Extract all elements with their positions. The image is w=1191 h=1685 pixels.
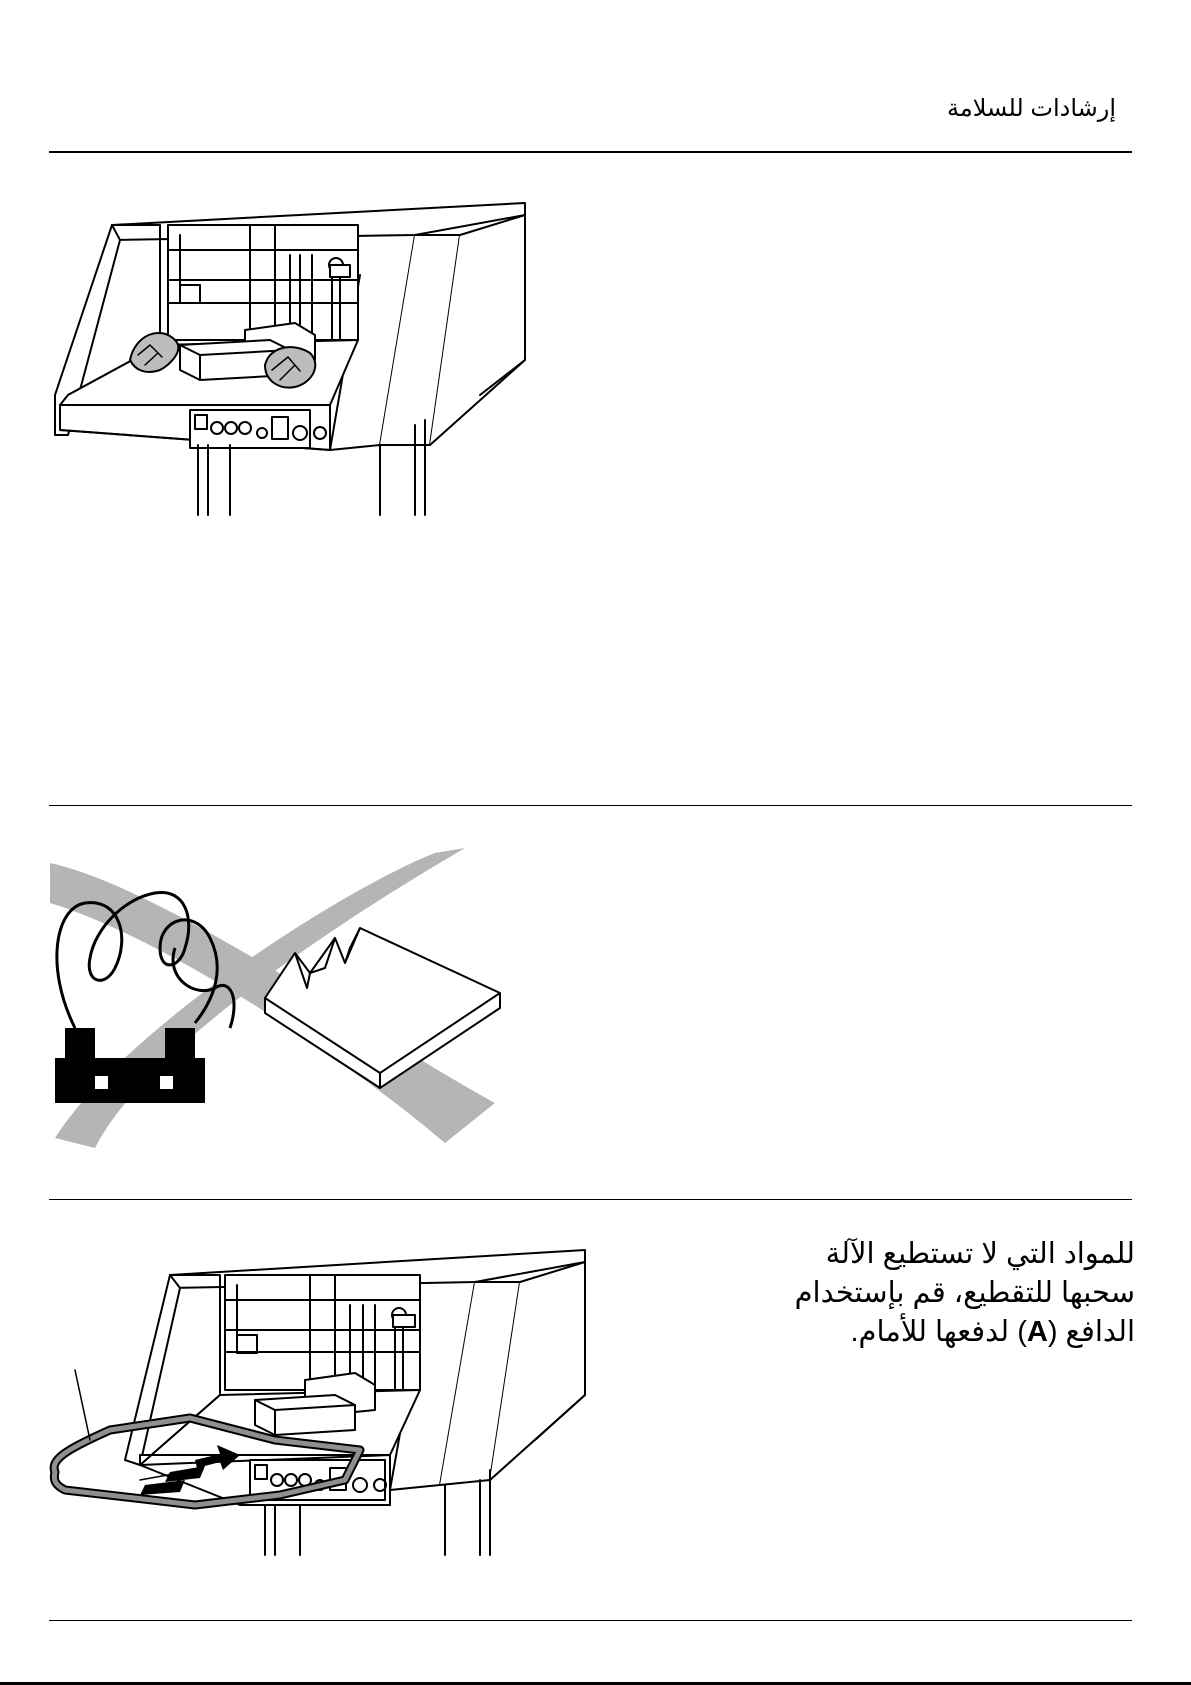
shredder-pusher-illustration: [45, 1240, 590, 1555]
section-divider-1: [49, 805, 1132, 806]
header-divider: [49, 151, 1132, 153]
instruction-line-3: [775, 1313, 1135, 1352]
prohibited-items-illustration: [45, 848, 515, 1158]
pusher-label-a: A: [1026, 1316, 1048, 1348]
instruction-line-1: للمواد التي لا تستطيع الآلة: [825, 1238, 1135, 1270]
pusher-instruction: [775, 1235, 1135, 1352]
page-title: إرشادات للسلامة: [946, 95, 1116, 122]
shredder-crumpled-paper-illustration: [50, 195, 530, 520]
section-divider-2: [49, 1199, 1132, 1200]
section-divider-3: [49, 1620, 1132, 1621]
instruction-line-3-prefix: الدافع (: [1047, 1316, 1135, 1348]
instruction-line-2: سحبها للتقطيع، قم بإستخدام: [794, 1277, 1135, 1309]
instruction-line-3-suffix: ) لدفعها للأمام.: [850, 1316, 1027, 1348]
